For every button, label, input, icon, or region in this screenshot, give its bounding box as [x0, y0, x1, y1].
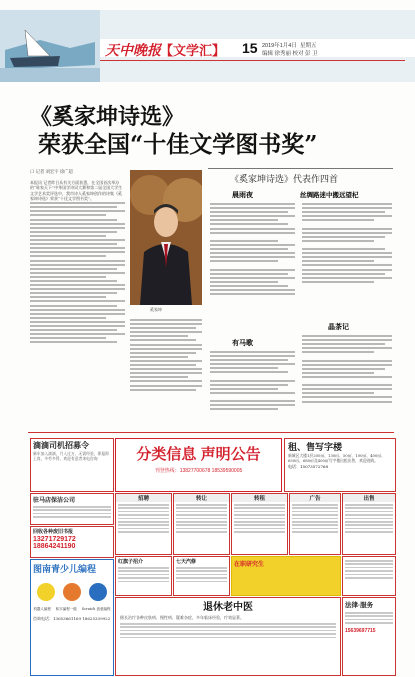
ad-misc [342, 556, 396, 596]
scratch-icon [89, 583, 107, 601]
byline: 口 记者 刘宏宇 徐广超 [30, 170, 73, 175]
ad-law: 法律·服务 15639697715 [342, 597, 396, 676]
boat-illustration [0, 10, 100, 82]
brand-logo: 天中晚报 [105, 43, 161, 59]
poem-1-body [210, 202, 295, 332]
poem-2-body [302, 202, 392, 317]
ad-recycle: 回收各种废旧书报 13271729172 18864241190 [30, 526, 114, 558]
poems-heading: 《奚家坤诗选》代表作四首 [230, 175, 339, 185]
ad-recruit: 滴滴司机招募令 新车加入滴滴，月入过万，无需经验，即报即上岗，多劳多得，欢迎有意者来电咨询 [30, 438, 114, 492]
poem-4-body [302, 334, 392, 429]
ad-wanted: 红旗子招介 [115, 556, 172, 596]
date: 2019年1月4日 [262, 43, 297, 49]
ad-section-chushou: 出售 [342, 493, 396, 555]
poem-title-4: 晶茶记 [328, 322, 349, 331]
article-body-col1: 本报讯 记者昨日从有关方面获悉，在全国首次举办的“谁家天下”中华国学诗词大赛和第二届全国大学生文学艺术奖评选中，我市诗人奚家坤创作的诗集《奚家坤诗选》荣获“十佳文学图书奖”。 [30, 180, 125, 405]
ad-retire: 退休老中医 擅长治疗各种皮肤病、慢性病、疑难杂症，多年临床经验，疗效显著。 [115, 597, 341, 676]
ad-training: 图南青少儿编程 机器人编程 积木编程一级 Scratch 创意编程 咨询电话：13653661169 18625339922 [30, 559, 114, 676]
classifieds-banner: 分类信息 声明公告 刊登热线：13827700678 18539590005 [115, 438, 282, 492]
ad-section-zhaopin: 招聘 [115, 493, 172, 555]
weekday: 星期五 [300, 43, 317, 49]
photo-caption: 奚家坤 [150, 307, 162, 312]
poem-title-3: 有马歌 [232, 338, 253, 347]
poem-title-2: 丝绸路迷中搬远望杞 [300, 191, 359, 199]
series-title: 《奚家坤诗选》 [30, 104, 185, 130]
ad-car-repair: 七天汽修 [173, 556, 230, 596]
article-body-col2 [130, 318, 202, 408]
poems-section [208, 168, 393, 169]
ad-section-zhuanrang: 转让 [173, 493, 230, 555]
page-number: 15 [242, 40, 258, 56]
headline: 荣获全国“十佳文学图书奖” [38, 131, 318, 158]
robot-icon [37, 583, 55, 601]
ad-section-guanggao: 广告 [289, 493, 341, 555]
ad-rent: 租、售写字楼 新城区大楼1层200㎡、130㎡、50㎡、100㎡、400㎡、650㎡、680㎡及400㎡写字楼出租出售，欢迎选购。 电话：15073572768 [284, 438, 396, 492]
editors: 编辑 徐秀丽 校对 彭 卫 [262, 51, 318, 57]
ad-yellow: 在职研究生 [231, 556, 341, 596]
poem-title-1: 晨雨夜 [232, 190, 253, 199]
author-photo [130, 170, 202, 305]
ad-section-zhuanzu: 转租 [231, 493, 288, 555]
blocks-icon [63, 583, 81, 601]
section-title: 【文学汇】 [160, 44, 226, 59]
poem-3-body [210, 350, 295, 430]
ad-cleaning: 驻马店保洁公司 [30, 493, 114, 525]
